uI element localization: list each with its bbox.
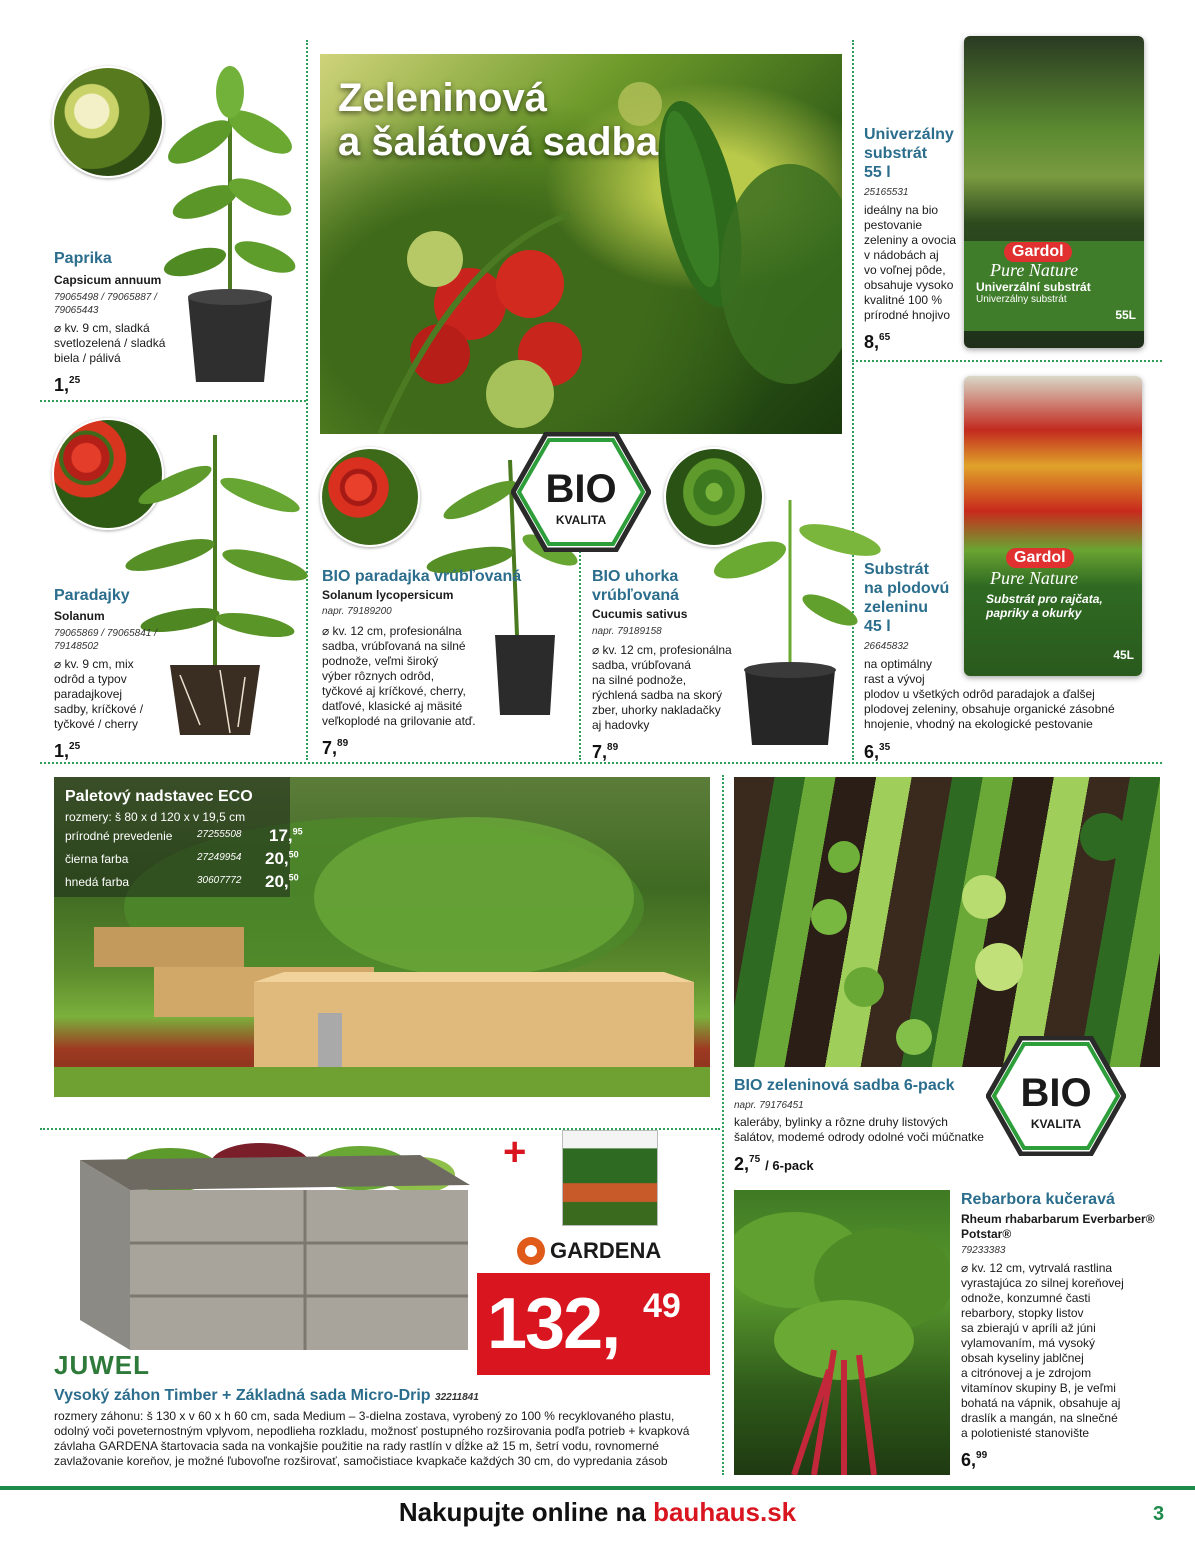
- paprika-latin: Capsicum annuum: [54, 273, 162, 287]
- bio-paradajka-price: 7,89: [322, 738, 349, 758]
- bio-paradajka-fruit-photo: [320, 447, 420, 547]
- footer-divider: [0, 1486, 1195, 1490]
- rebarbora-desc: ⌀ kv. 12 cm, vytrvalá rastlina vyrastajúca zo silnej koreňovej odnože, konzumné časti rebarbory, stopky listov sa zbierajú v apríli až júni vylamovaním, má vysoký obsah kyseliny jablčnej a citrónovej a je zdrojom vitamínov skupiny B, je veľmi bohatá na vápnik, obsahuje aj draslík a mangán, na slnečné a polotienisté stanovište: [961, 1261, 1124, 1440]
- substrat45-price: 6,35: [864, 742, 891, 762]
- svg-text:KVALITA: KVALITA: [555, 513, 607, 527]
- bio-paradajka-code: napr. 79189200: [322, 606, 392, 617]
- paprika-desc: ⌀ kv. 9 cm, sladká svetlozelená / sladká biela / pálivá: [54, 321, 166, 365]
- paradajky-codes: 79065869 / 79065841 / 79148502: [54, 628, 157, 652]
- gardena-logo: GARDENA: [516, 1236, 661, 1266]
- bio-uhorka-latin: Cucumis sativus: [592, 607, 688, 621]
- paradajky-price: 1,25: [54, 741, 81, 761]
- bio-uhorka-title: BIO uhorka vrúbľovaná: [592, 568, 680, 604]
- zahon-desc: rozmery záhonu: š 130 x v 60 x h 60 cm, sada Medium – 3-dielna zostava, vyrobený zo 100 % recyklovaného plastu, odolný voči poveternostným vplyvom, nepodlieha rozkladu, možnosť postupného rozširovania podľa potrieb + kvapková závlaha GARDENA štartovacia sada na vonkajšie použitie na rady rastlín v dĺžke až 15 m, šetrí vodu, rovnomerné zavlažovanie koreňov, je možné ľubovoľne rozširovať, samočistiace kvapkače každých 30 cm, do vypredania zásob: [54, 1409, 690, 1468]
- bio-badge-sadba: [986, 1036, 1126, 1156]
- paletovy-variants: prírodné prevedenie 27255508 17,95 čierna farba 27249954 20,50 hnedá farba 30607772 20,50: [65, 826, 303, 891]
- gardena-flower-icon: [516, 1236, 546, 1266]
- gardol-logo: Gardol: [1004, 242, 1072, 262]
- separator: [722, 775, 724, 1475]
- rebarbora-code: 79233383: [961, 1245, 1006, 1256]
- substrat55-code: 25165531: [864, 187, 909, 198]
- plus-sign: +: [503, 1130, 527, 1174]
- svg-text:BIO: BIO: [545, 467, 617, 511]
- big-price-box: 132, 49: [477, 1273, 710, 1375]
- substrat55-price: 8,65: [864, 332, 891, 352]
- bio-sadba-price: 2,75 / 6-pack: [734, 1154, 814, 1174]
- substrat45-code: 26645832: [864, 641, 909, 652]
- paprika-codes: 79065498 / 79065887 / 79065443: [54, 292, 157, 316]
- paletovy-dims: rozmery: š 80 x d 120 x v 19,5 cm: [65, 810, 246, 824]
- bio-paradajka-latin: Solanum lycopersicum: [322, 588, 454, 602]
- bio-sadba-photo: [734, 777, 1160, 1067]
- separator: [40, 400, 306, 402]
- raised-bed-image: [80, 1140, 470, 1360]
- bio-uhorka-price: 7,89: [592, 742, 619, 762]
- rebarbora-price: 6,99: [961, 1450, 988, 1470]
- footer-text: Nakupujte online na bauhaus.sk: [398, 1497, 797, 1527]
- bio-uhorka-code: napr. 79189158: [592, 626, 662, 637]
- paradajky-plant-image: [120, 415, 310, 745]
- bio-badge: [511, 432, 651, 552]
- separator: [40, 762, 1162, 764]
- rhubarb-illustration: [734, 1190, 950, 1475]
- separator: [852, 360, 1162, 362]
- seedlings-illustration: [734, 777, 1160, 1067]
- paradajky-title: Paradajky: [54, 587, 130, 604]
- substrat55-bag: Gardol Pure Nature Univerzální substrát Univerzálny substrát 55L: [964, 36, 1144, 348]
- bio-uhorka-desc: ⌀ kv. 12 cm, profesionálna sadba, vrúbľovaná na silné podnože, rýchlená sadba na skorý zber, uhorky nakladačky aj hadovky: [592, 643, 732, 732]
- paprika-price: 1,25: [54, 375, 81, 395]
- paprika-fruit-photo: [52, 66, 164, 178]
- bio-sadba-code: napr. 79176451: [734, 1100, 804, 1111]
- substrat45-title: Substrát na plodovú zeleninu 45 l: [864, 561, 950, 635]
- substrat45-desc: na optimálny rast a vývoj plodov u všetkých odrôd paradajok a ďalšej plodovej zeleniny, obsahuje organické zásobné hnojenie, vhodný na ekologické pestovanie: [864, 657, 1115, 731]
- bio-sadba-title: BIO zeleninová sadba 6-pack: [734, 1077, 955, 1094]
- juwel-logo: JUWEL: [54, 1350, 150, 1380]
- gardena-box: [562, 1130, 658, 1226]
- substrat55-title: Univerzálny substrát 55 l: [864, 126, 954, 181]
- svg-text:BIO: BIO: [1020, 1071, 1092, 1115]
- zahon-title: Vysoký záhon Timber + Základná sada Micro-Drip 32211841: [54, 1387, 479, 1404]
- paprika-plant-image: [160, 52, 300, 387]
- svg-text:KVALITA: KVALITA: [1030, 1117, 1082, 1131]
- paprika-title: Paprika: [54, 250, 112, 267]
- footer-site-link[interactable]: bauhaus.sk: [653, 1497, 797, 1527]
- bio-paradajka-title: BIO paradajka vrúbľovaná: [322, 568, 522, 585]
- bio-paradajka-desc: ⌀ kv. 12 cm, profesionálna sadba, vrúbľovaná na silné podnože, veľmi široký výber rôznych odrôd, tyčkové aj kríčkové, cherry, datľové, klasické aj mäsité veľkoplodé na grilovanie atď.: [322, 624, 476, 728]
- bio-sadba-desc: kaleráby, bylinky a rôzne druhy listových šalátov, modemé odrody odolné voči múčnatke: [734, 1115, 984, 1144]
- paradajky-desc: ⌀ kv. 9 cm, mix odrôd a typov paradajkovej sadby, kríčkové / tyčkové / cherry: [54, 657, 144, 731]
- rebarbora-photo: [734, 1190, 950, 1475]
- hero-photo: [320, 54, 842, 434]
- substrat55-desc: ideálny na bio pestovanie zeleniny a ovocia v nádobách aj vo voľnej pôde, obsahuje vysoko kvalitné 100 % prírodné hnojivo: [864, 203, 957, 322]
- paradajky-latin: Solanum: [54, 609, 105, 623]
- substrat45-bag: Gardol Pure Nature Substrát pro rajčata, papriky a okurky 45L: [964, 376, 1142, 676]
- rebarbora-latin: Rheum rhabarbarum Everbarber® Potstar®: [961, 1212, 1155, 1241]
- rebarbora-title: Rebarbora kučeravá: [961, 1191, 1115, 1208]
- hero-title: Zeleninová a šalátová sadba: [338, 76, 659, 164]
- paletovy-title: Paletový nadstavec ECO: [65, 788, 253, 805]
- page-number: 3: [1153, 1503, 1165, 1525]
- paletovy-photo: [54, 777, 710, 1097]
